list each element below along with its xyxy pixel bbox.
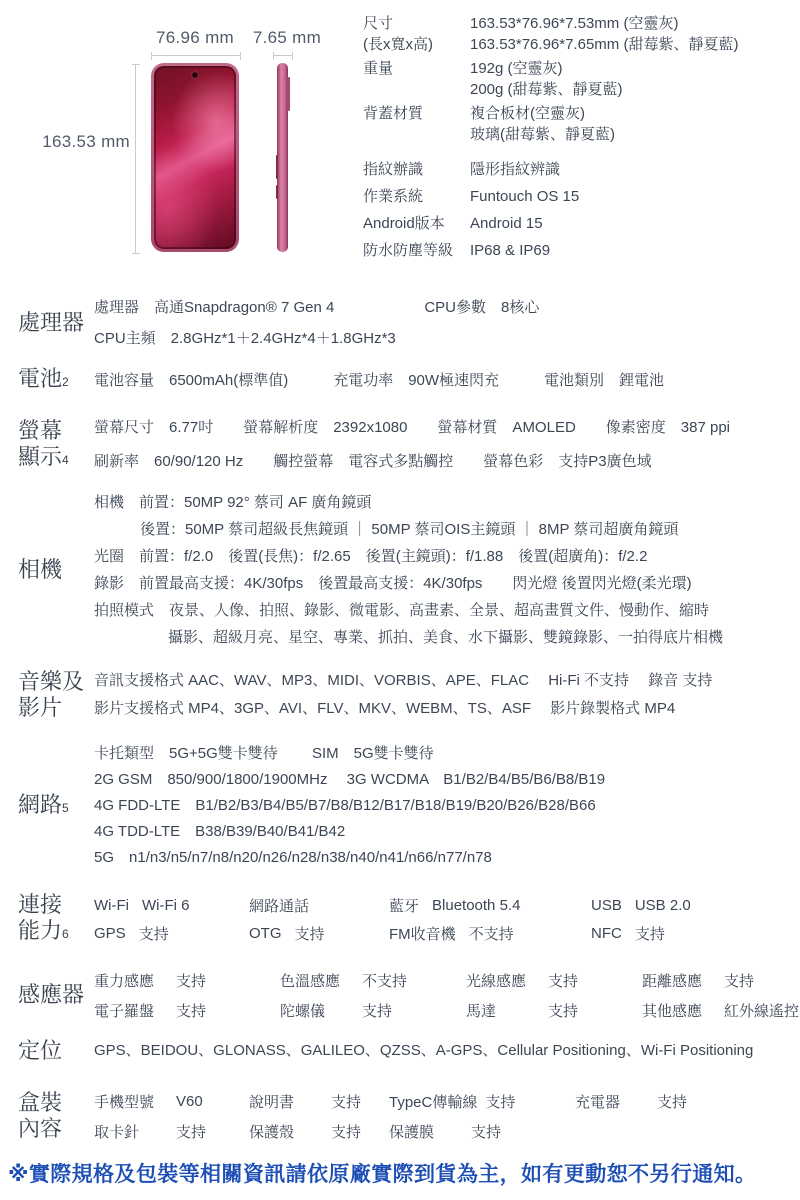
section-connectivity-body: [94, 891, 800, 947]
spec-pair: [94, 1086, 249, 1116]
footnote-number: 5: [62, 800, 69, 815]
spec-line: 4G FDD-LTE B1/B2/B3/B4/B5/B7/B8/B12/B17/B18/B19/B20/B26/B28/B66: [94, 797, 596, 814]
info-value: 隱形指紋辨識: [470, 161, 561, 178]
section-music-video-body: [94, 667, 800, 723]
section-positioning: [0, 1037, 800, 1064]
section-title-text: 感應器: [18, 982, 85, 1007]
spec-value: 支持: [657, 1093, 688, 1111]
section-title-line: [18, 366, 94, 395]
spec-value: 支持: [331, 1093, 362, 1111]
info-value: 複合板材(空靈灰): [470, 105, 585, 122]
spec-label: 網路通話: [249, 897, 310, 915]
section-title-line: [18, 444, 94, 473]
section-title-line: [18, 418, 94, 444]
spec-pair: [389, 1116, 575, 1146]
section-network: [0, 741, 800, 871]
spec-value: 不支持: [362, 972, 408, 990]
spec-label: NFC: [591, 924, 622, 942]
section-title-text: 連接: [18, 891, 63, 917]
width-dimension-label: 76.96 mm: [156, 28, 234, 47]
spec-label: 手機型號: [94, 1093, 155, 1111]
spec-pair: [466, 995, 642, 1025]
footnote-number: 2: [62, 375, 69, 389]
info-values: [470, 103, 800, 145]
section-connectivity: [0, 891, 800, 947]
width-measure-line: [151, 52, 241, 60]
section-title-text: 網路: [18, 791, 63, 817]
spec-label: 藍牙: [389, 897, 420, 915]
section-music-video-title: [18, 669, 94, 721]
section-title-text: 能力: [18, 917, 63, 943]
spec-label: TypeC傳輸線: [389, 1093, 478, 1111]
spec-label: 說明書: [249, 1093, 295, 1111]
section-processor-body: [94, 292, 800, 354]
section-positioning-body: [94, 1037, 800, 1064]
phone-side-image: [277, 63, 288, 252]
section-title-text: 顯示: [18, 443, 63, 469]
info-row-back-material: [363, 103, 800, 145]
section-title-text: 相機: [18, 557, 63, 582]
spec-label: 電子羅盤: [94, 1002, 155, 1020]
section-title-text: 影片: [18, 695, 63, 720]
spec-line: 錄影 前置最高支援：4K/30fps 後置最高支援：4K/30fps 閃光燈 後置閃光燈(柔光環): [94, 575, 692, 592]
info-value: IP68 & IP69: [470, 242, 551, 259]
spec-value: 支持: [176, 972, 207, 990]
section-network-title: [18, 792, 94, 821]
spec-line: 刷新率 60/90/120 Hz 觸控螢幕 電容式多點觸控 螢幕色彩 支持P3廣色域: [94, 453, 652, 470]
measure-bar: [274, 55, 292, 56]
section-camera: [0, 489, 800, 651]
spec-pair: [249, 1086, 389, 1116]
section-battery: [0, 366, 800, 395]
section-title-line: [18, 892, 94, 918]
info-row-os: [363, 186, 800, 207]
spec-label: 取卡針: [94, 1123, 140, 1141]
spec-label: Wi-Fi: [94, 896, 129, 914]
section-display-body: [94, 411, 800, 479]
info-row-ip-rating: [363, 240, 800, 261]
footnote-number: 4: [62, 452, 69, 467]
section-title-line: [18, 1116, 94, 1142]
info-label-text: 防水防塵等級: [363, 242, 454, 259]
spec-pair: [642, 965, 800, 995]
section-music-video: [0, 667, 800, 723]
section-processor: [0, 292, 800, 354]
info-row-fingerprint: [363, 159, 800, 180]
spec-pair: [249, 891, 389, 919]
spec-value: USB 2.0: [634, 896, 691, 914]
spec-label: FM收音機: [389, 925, 456, 943]
info-value: Funtouch OS 15: [470, 188, 580, 205]
spec-label: 色溫感應: [280, 972, 341, 990]
spec-line: 後置：50MP 蔡司超級長焦鏡頭 ｜ 50MP 蔡司OIS主鏡頭 ｜ 8MP 蔡司超廣角鏡頭: [140, 521, 679, 538]
spec-line: 4G TDD-LTE B38/B39/B40/B41/B42: [94, 823, 346, 840]
spec-line: 光圈 前置：f/2.0 後置(長焦)：f/2.65 後置(主鏡頭)：f/1.88 後置(超廣角)：f/2.2: [94, 548, 648, 565]
spec-pair: [389, 919, 591, 947]
spec-pair: [94, 891, 249, 919]
spec-pair: [94, 995, 280, 1025]
spec-pair: [466, 965, 642, 995]
spec-pair: [280, 995, 466, 1025]
spec-line: 影片支援格式 MP4、3GP、AVI、FLV、MKV、WEBM、TS、ASF 影片錄製格式 MP4: [94, 700, 676, 717]
spec-line: 處理器 高通Snapdragon® 7 Gen 4 CPU參數 8核心: [94, 299, 540, 316]
spec-value: 支持: [548, 1002, 579, 1020]
spec-pair: [249, 919, 389, 947]
section-title-text: 音樂及: [18, 669, 85, 694]
spec-value: 支持: [176, 1002, 207, 1020]
spec-value: 支持: [724, 972, 755, 990]
info-value: 163.53*76.96*7.65mm (甜莓紫、靜夏藍): [470, 36, 739, 53]
info-label-text: 尺寸: [363, 15, 394, 32]
spec-pair: [389, 1086, 575, 1116]
spec-line: 5G n1/n3/n5/n7/n8/n20/n26/n28/n38/n40/n41/n66/n77/n78: [94, 849, 492, 866]
section-title-line: [18, 1038, 94, 1064]
section-title-line: [18, 695, 94, 721]
spec-sections: [0, 280, 800, 1188]
spec-value: 支持: [362, 1002, 393, 1020]
spec-value: 支持: [634, 925, 665, 943]
info-label-text: 重量: [363, 60, 394, 77]
spec-value: 支持: [176, 1123, 207, 1141]
phone-front-image: [151, 63, 239, 252]
section-camera-body: [94, 489, 800, 651]
section-title-line: [18, 557, 94, 583]
spec-label: 保護膜: [389, 1123, 435, 1141]
spec-value: 紅外線遙控: [724, 1002, 800, 1020]
info-values: [470, 58, 800, 100]
info-row-android: [363, 213, 800, 234]
spec-line: CPU主頻 2.8GHz*1＋2.4GHz*4＋1.8GHz*3: [94, 330, 396, 347]
section-title-line: [18, 669, 94, 695]
section-network-body: [94, 741, 800, 871]
spec-pair: [389, 891, 591, 919]
spec-line: 音訊支援格式 AAC、WAV、MP3、MIDI、VORBIS、APE、FLAC Hi-Fi 不支持 錄音 支持: [94, 672, 713, 689]
spec-pair: [591, 919, 800, 947]
section-display: [0, 411, 800, 479]
section-title-text: 電池: [18, 366, 63, 391]
section-title-line: [18, 982, 94, 1008]
spec-value: 支持: [471, 1123, 502, 1141]
spec-pair: [94, 1116, 249, 1146]
spec-pair: [575, 1086, 800, 1116]
spec-value: 不支持: [468, 925, 514, 943]
spec-value: 支持: [485, 1093, 516, 1111]
spec-pair: [94, 965, 280, 995]
thickness-measure-line: [273, 52, 293, 60]
spec-label: GPS: [94, 924, 126, 942]
spec-line: 2G GSM 850/900/1800/1900MHz 3G WCDMA B1/B2/B4/B5/B6/B8/B19: [94, 771, 606, 788]
camera-bump: [287, 77, 290, 111]
section-sensors-body: [94, 965, 800, 1025]
spec-label: 其他感應: [642, 1002, 703, 1020]
basic-info-table: [363, 13, 800, 264]
section-positioning-title: [18, 1038, 94, 1064]
height-measure-line: [132, 64, 140, 254]
section-box-contents: [0, 1086, 800, 1146]
spec-line: 螢幕尺寸 6.77吋 螢幕解析度 2392x1080 螢幕材質 AMOLED 像素密度 387 ppi: [94, 419, 730, 436]
footnote-number: 6: [62, 926, 69, 941]
section-title-text: 內容: [18, 1116, 63, 1141]
spec-label: 充電器: [575, 1093, 621, 1111]
info-label: [363, 13, 470, 55]
phone-screen-wallpaper: [154, 66, 236, 249]
section-box-contents-title: [18, 1090, 94, 1142]
spec-pair: [591, 891, 800, 919]
power-button: [276, 185, 278, 199]
volume-button: [276, 155, 278, 179]
info-label-text: 作業系統: [363, 188, 424, 205]
spec-line: GPS、BEIDOU、GLONASS、GALILEO、QZSS、A-GPS、Cellular Positioning、Wi-Fi Positioning: [94, 1042, 754, 1059]
section-sensors-title: [18, 982, 94, 1008]
info-row-weight: [363, 58, 800, 100]
info-value: 163.53*76.96*7.53mm (空靈灰): [470, 15, 679, 32]
section-title-line: [18, 918, 94, 947]
info-value: 玻璃(甜莓紫、靜夏藍): [470, 126, 615, 143]
section-title-text: 螢幕: [18, 417, 63, 443]
section-sensors: [0, 965, 800, 1025]
info-label-text: 背蓋材質: [363, 105, 424, 122]
spec-line: 電池容量 6500mAh(標準值) 充電功率 90W極速閃充 電池類別 鋰電池: [94, 372, 665, 389]
info-label-text: 指紋辦識: [363, 161, 424, 178]
spec-value: 支持: [294, 925, 325, 943]
spec-line: 卡托類型 5G+5G雙卡雙待 SIM 5G雙卡雙待: [94, 745, 434, 762]
spec-label: 保護殼: [249, 1123, 295, 1141]
spec-pair: [94, 919, 249, 947]
spec-value: Wi-Fi 6: [141, 896, 190, 914]
info-label-subtext: (長x寬x高): [363, 36, 433, 53]
spec-line: 攝影、超級月亮、星空、專業、抓拍、美食、水下攝影、雙鏡錄影、一拍得底片相機: [168, 629, 724, 646]
spec-label: 重力感應: [94, 972, 155, 990]
section-title-text: 盒裝: [18, 1090, 63, 1115]
spec-line: 拍照模式 夜景、人像、拍照、錄影、微電影、高畫素、全景、超高畫質文件、慢動作、縮時: [94, 602, 710, 619]
spec-label: 距離感應: [642, 972, 703, 990]
info-values: [470, 13, 800, 55]
spec-label: OTG: [249, 924, 282, 942]
front-camera-dot: [192, 72, 198, 78]
section-battery-body: [94, 367, 800, 394]
disclaimer-text: ※實際規格及包裝等相關資訊請依原廠實際到貨為主，如有更動恕不另行通知。: [8, 1163, 757, 1186]
spec-line: 相機 前置：50MP 92° 蔡司 AF 廣角鏡頭: [94, 494, 372, 511]
measure-bar: [152, 55, 240, 56]
section-title-text: 處理器: [18, 310, 85, 335]
section-title-line: [18, 792, 94, 821]
spec-value: 支持: [548, 972, 579, 990]
info-label-text: Android版本: [363, 215, 445, 232]
spec-pair: [249, 1116, 389, 1146]
spec-value: 支持: [138, 925, 169, 943]
section-title-line: [18, 310, 94, 336]
spec-label: USB: [591, 896, 622, 914]
section-processor-title: [18, 310, 94, 336]
info-value: 200g (甜莓紫、靜夏藍): [470, 81, 623, 98]
info-value: Android 15: [470, 215, 543, 232]
info-row-dimensions: [363, 13, 800, 55]
spec-value: 支持: [331, 1123, 362, 1141]
spec-label: 光線感應: [466, 972, 527, 990]
section-title-line: [18, 1090, 94, 1116]
section-box-contents-body: [94, 1086, 800, 1146]
spec-label: 馬達: [466, 1002, 497, 1020]
section-connectivity-title: [18, 892, 94, 947]
section-camera-title: [18, 557, 94, 583]
spec-value: Bluetooth 5.4: [432, 896, 521, 914]
spec-pair: [280, 965, 466, 995]
spec-value: V60: [176, 1092, 203, 1110]
spec-label: 陀螺儀: [280, 1002, 326, 1020]
phone-dimensions-illustration: [0, 0, 800, 280]
info-value: 192g (空靈灰): [470, 60, 563, 77]
section-display-title: [18, 418, 94, 473]
height-dimension-label: 163.53 mm: [42, 132, 130, 151]
measure-bar: [135, 65, 136, 253]
spec-pair: [575, 1116, 800, 1146]
thickness-dimension-label: 7.65 mm: [252, 28, 322, 47]
section-battery-title: [18, 366, 94, 395]
spec-pair: [642, 995, 800, 1025]
section-title-text: 定位: [18, 1037, 63, 1063]
